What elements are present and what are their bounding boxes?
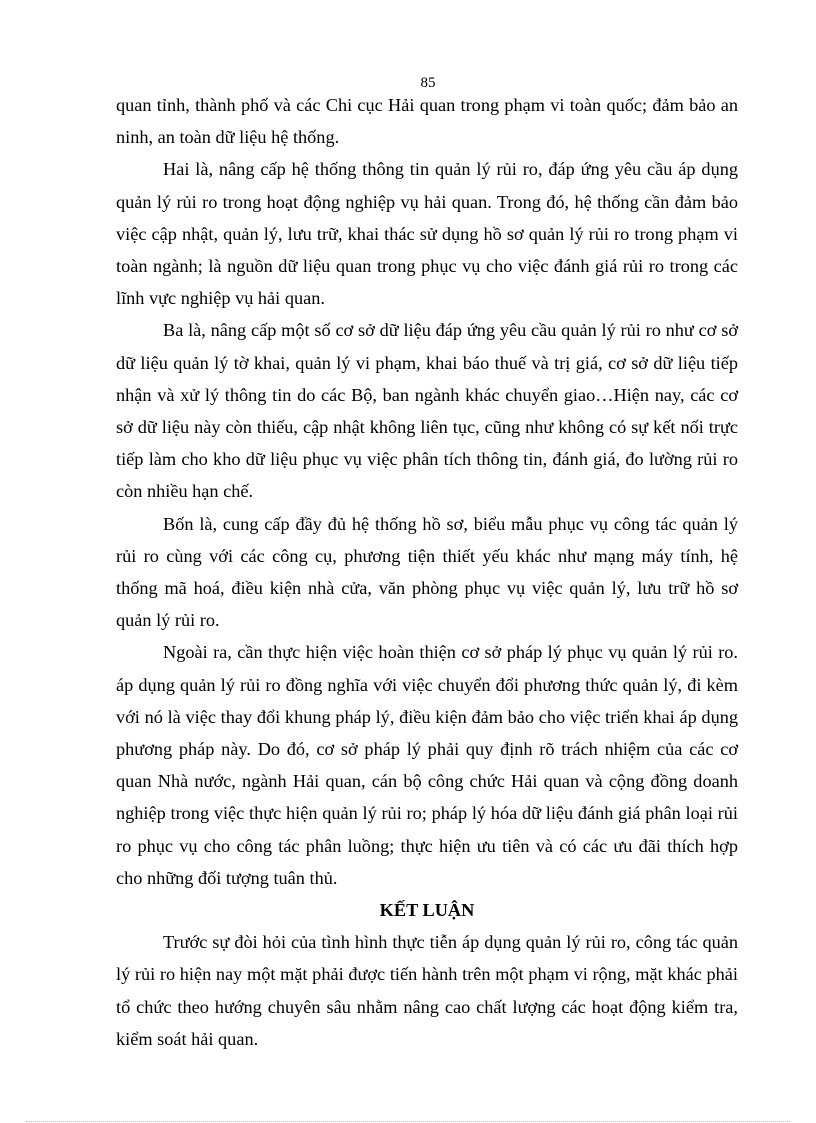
page-bottom-divider bbox=[26, 1121, 790, 1122]
paragraph-hai-la: Hai là, nâng cấp hệ thống thông tin quản lý rủi ro, đáp ứng yêu cầu áp dụng quản lý rủi ro trong hoạt động nghiệp vụ hải quan. Trong đó, hệ thống cần đảm bảo việc cập nhật, quản lý, lưu trữ, khai thác sử dụng hồ sơ quản lý rủi ro trong phạm vi toàn ngành; là nguồn dữ liệu quan trong phục vụ cho việc đánh giá rủi ro trong các lĩnh vực nghiệp vụ hải quan. bbox=[116, 159, 738, 309]
conclusion-paragraph: Trước sự đòi hỏi của tình hình thực tiễn áp dụng quản lý rủi ro, công tác quản lý rủi ro hiện nay một mặt phải được tiến hành trên một phạm vi rộng, mặt khác phải tổ chức theo hướng chuyên sâu nhằm nâng cao chất lượng các hoạt động kiểm tra, kiểm soát hải quan. bbox=[116, 932, 738, 1049]
paragraph-ngoai-ra: Ngoài ra, cần thực hiện việc hoàn thiện cơ sở pháp lý phục vụ quản lý rủi ro. áp dụng quản lý rủi ro đồng nghĩa với việc chuyển đổi phương thức quản lý, đi kèm với nó là việc thay đổi khung pháp lý, điều kiện đảm bảo cho việc triển khai áp dụng phương pháp này. Do đó, cơ sở pháp lý phải quy định rõ trách nhiệm của các cơ quan Nhà nước, ngành Hải quan, cán bộ công chức Hải quan và cộng đồng doanh nghiệp trong việc thực hiện quản lý rủi ro; pháp lý hóa dữ liệu đánh giá phân loại rủi ro phục vụ cho công tác phân luồng; thực hiện ưu tiên và có các ưu đãi thích hợp cho những đối tượng tuân thủ. bbox=[116, 642, 738, 888]
conclusion-heading: KẾT LUẬN bbox=[379, 900, 475, 921]
paragraph-ba-la: Ba là, nâng cấp một số cơ sở dữ liệu đáp ứng yêu cầu quản lý rủi ro như cơ sở dữ liệu quản lý tờ khai, quản lý vi phạm, khai báo thuế và trị giá, cơ sở dữ liệu tiếp nhận và xử lý thông tin do các Bộ, ban ngành khác chuyển giao…Hiện nay, các cơ sở dữ liệu này còn thiếu, cập nhật không liên tục, cũng như không có sự kết nối trực tiếp làm cho kho dữ liệu phục vụ việc phân tích thông tin, đánh giá, đo lường rủi ro còn nhiều hạn chế. bbox=[116, 320, 738, 502]
body-text bbox=[116, 89, 738, 1055]
paragraph-continuation: quan tỉnh, thành phố và các Chi cục Hải quan trong phạm vi toàn quốc; đảm bảo an ninh, an toàn dữ liệu hệ thống. bbox=[116, 95, 738, 148]
paragraph-bon-la: Bốn là, cung cấp đầy đủ hệ thống hồ sơ, biểu mẫu phục vụ công tác quản lý rủi ro cùng với các công cụ, phương tiện thiết yếu khác như mạng máy tính, hệ thống mã hoá, điều kiện nhà cửa, văn phòng phục vụ việc quản lý, lưu trữ hồ sơ quản lý rủi ro. bbox=[116, 513, 738, 631]
page-number: 85 bbox=[420, 75, 436, 91]
